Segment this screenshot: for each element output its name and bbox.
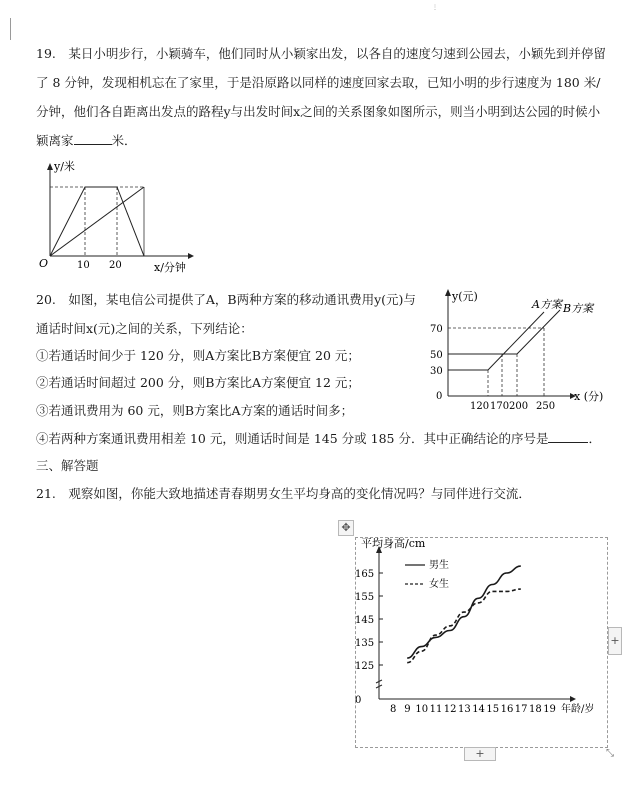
q20-xtick-120: 120 xyxy=(470,401,490,411)
q20-series-a-label: A方案 xyxy=(532,298,562,311)
q19-answer-blank[interactable] xyxy=(74,132,112,145)
q21-xtick: 14 xyxy=(472,704,485,715)
q20-ylabel: y(元) xyxy=(452,290,478,303)
q19-xtick-10: 10 xyxy=(77,260,90,271)
q20-chart xyxy=(420,286,620,411)
q20-line-1: 20. 如图，某电信公司提供了A，B两种方案的移动通讯费用y(元)与 xyxy=(36,292,416,307)
move-handle-icon[interactable]: ✥ xyxy=(338,520,354,536)
resize-handle-icon[interactable]: ⤡ xyxy=(606,748,614,759)
q20-ytick-70: 70 xyxy=(430,324,443,335)
q21-xtick: 11 xyxy=(429,704,443,715)
page-corner-mark xyxy=(0,18,11,40)
q20-xtick-250: 250 xyxy=(536,401,556,411)
q20-answer-blank[interactable] xyxy=(548,430,588,443)
q21-ytick: 135 xyxy=(355,638,375,649)
q20-option-1: ①若通话时间少于 120 分，则A方案比B方案便宜 20 元； xyxy=(36,348,360,363)
q21-xtick: 16 xyxy=(500,704,514,715)
q20-line-2: 通话时间x(元)之间的关系，下列结论： xyxy=(36,321,253,336)
q20-option-4-end: ． xyxy=(588,431,601,446)
q21-ytick: 145 xyxy=(355,615,375,626)
q21-ytick: 125 xyxy=(355,661,375,672)
q19-line-3: 分钟，他们各自距离出发点的路程y与出发时间x之间的关系图象如图所示，则当小明到达公园的时候小 xyxy=(36,104,601,119)
q21-xtick: 19 xyxy=(543,704,556,715)
q19-line-4-end: 米． xyxy=(111,133,137,148)
q20-origin: 0 xyxy=(436,391,443,402)
q21-ylabel: 平均身高/cm xyxy=(361,537,426,550)
q19-ylabel: y/米 xyxy=(54,160,75,173)
q19-origin: O xyxy=(39,257,49,270)
q21-xtick: 12 xyxy=(443,704,457,715)
section-heading: 三、解答题 xyxy=(36,458,99,473)
add-row-right-button[interactable]: + xyxy=(608,627,622,655)
q19-line-2: 了 8 分钟，发现相机忘在了家里，于是沿原路以同样的速度回家去取，已知小明的步行速度为 180 米/ xyxy=(36,75,601,90)
q20-option-2: ②若通话时间超过 200 分，则B方案比A方案便宜 12 元； xyxy=(36,375,360,390)
q21-legend-girls: 女生 xyxy=(429,579,449,590)
q21-ytick: 155 xyxy=(355,592,375,603)
q19-xlabel: x/分钟 xyxy=(154,261,186,274)
q21-xtick: 13 xyxy=(458,704,471,715)
q21-legend-boys: 男生 xyxy=(429,560,449,571)
q20-series-b-label: B方案 xyxy=(563,302,594,315)
q21-xtick: 17 xyxy=(514,704,528,715)
q19-line-4-text: 颖离家 xyxy=(36,133,74,148)
q21-xtick: 15 xyxy=(486,704,500,715)
q21-ytick: 0 xyxy=(355,695,362,706)
q20-option-4 xyxy=(36,429,601,449)
q20-ytick-30: 30 xyxy=(430,366,443,377)
q21-chart xyxy=(355,537,606,746)
q20-xlabel: x (分) xyxy=(574,390,604,403)
add-row-bottom-button[interactable]: + xyxy=(464,747,496,761)
top-marker: ⋮ xyxy=(432,4,438,11)
q21-xlabel: 年龄/岁 xyxy=(561,704,595,715)
q21-xtick: 10 xyxy=(415,704,429,715)
q20-xtick-200: 200 xyxy=(509,401,529,411)
q19-line-4 xyxy=(36,131,137,151)
q20-ytick-50: 50 xyxy=(430,350,443,361)
q20-option-3: ③若通讯费用为 60 元，则B方案比A方案的通话时间多； xyxy=(36,403,354,418)
q21-xtick: 18 xyxy=(529,704,542,715)
q21-xtick: 9 xyxy=(404,704,411,715)
q21-series-girls-line xyxy=(407,589,521,663)
q19-chart xyxy=(36,160,196,275)
q19-line-1: 19. 某日小明步行，小颖骑车，他们同时从小颖家出发，以各自的速度匀速到公园去，小颖先到并停留 xyxy=(36,46,606,61)
q20-xtick-170: 170 xyxy=(490,401,510,411)
q21-xtick: 8 xyxy=(390,704,397,715)
q21-ytick: 165 xyxy=(355,569,375,580)
q21-line-1: 21. 观察如图，你能大致地描述青春期男女生平均身高的变化情况吗？与同伴进行交流． xyxy=(36,486,531,501)
q20-option-4-text: ④若两种方案通讯费用相差 10 元，则通话时间是 145 分或 185 分．其中正确结论的序号是 xyxy=(36,431,549,446)
q19-xtick-20: 20 xyxy=(109,260,122,271)
